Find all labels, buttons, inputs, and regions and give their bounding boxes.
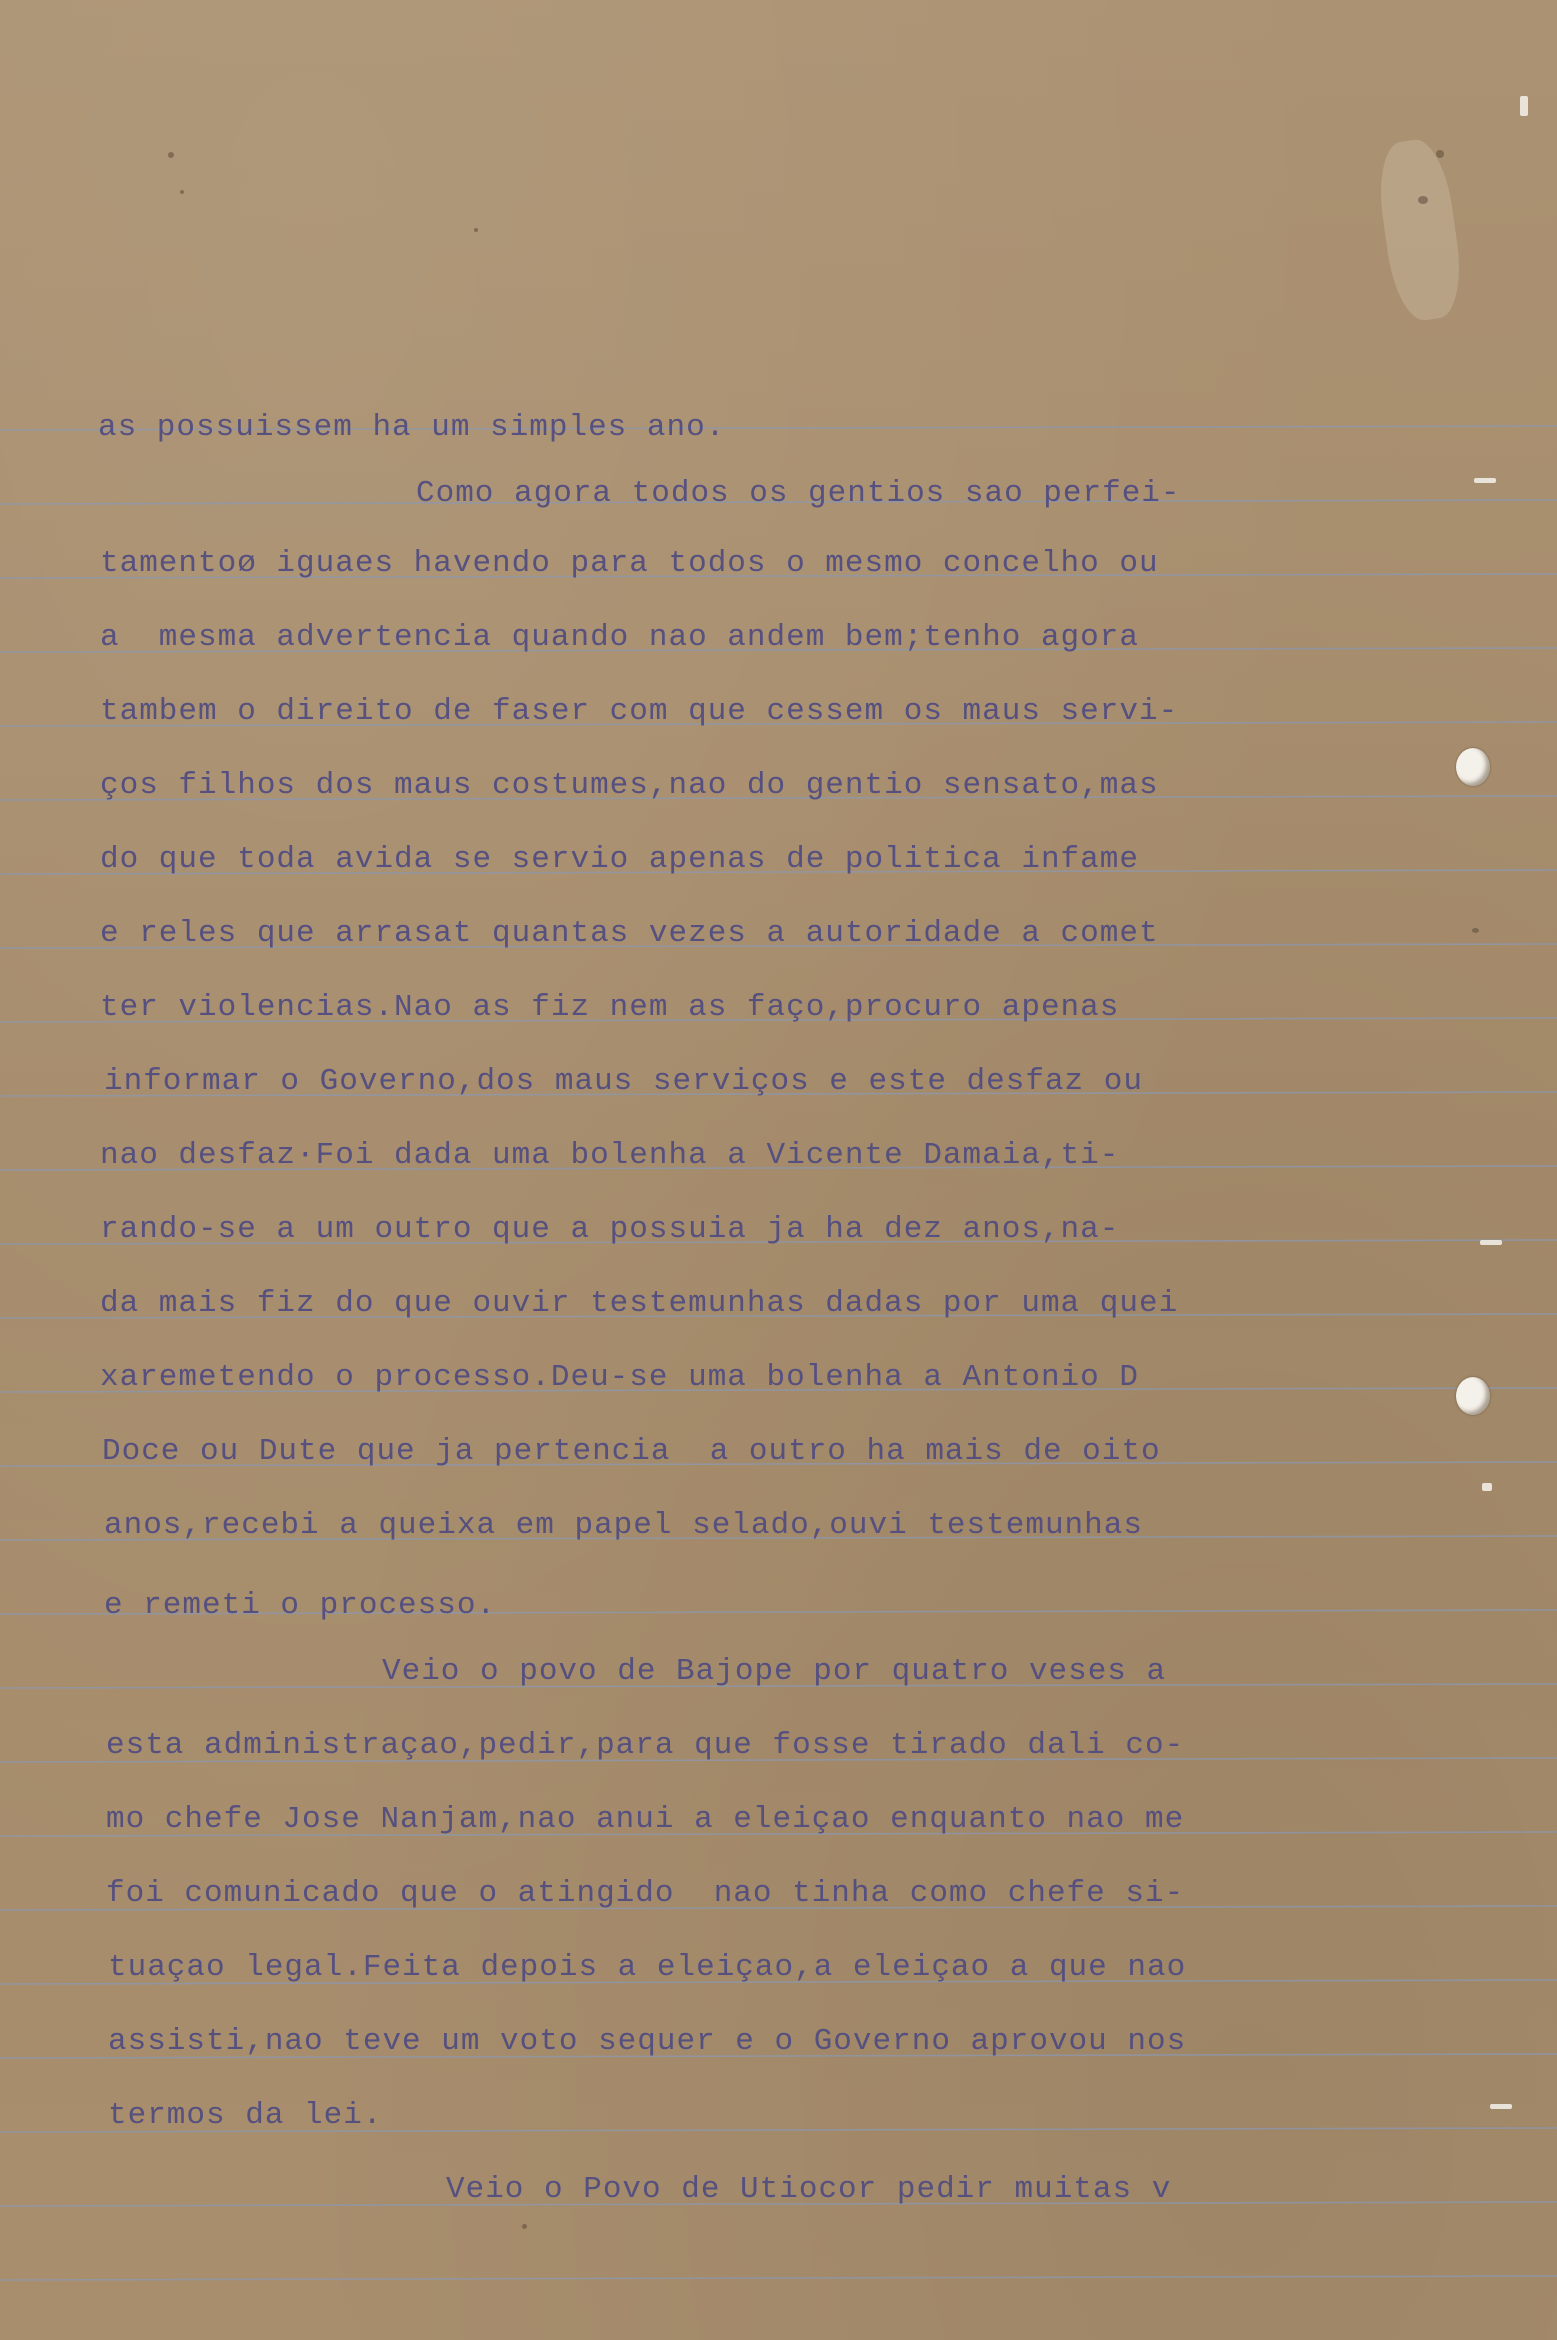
edge-mark bbox=[1490, 2104, 1512, 2109]
text-line: tambem o direito de faser com que cessem os maus servi- bbox=[100, 694, 1179, 729]
text-line: assisti,nao teve um voto sequer e o Governo aprovou nos bbox=[108, 2024, 1187, 2059]
paper-speck bbox=[168, 152, 174, 158]
text-line: Veio o povo de Bajope por quatro veses a bbox=[382, 1654, 1167, 1689]
text-line: a mesma advertencia quando nao andem bem;tenho agora bbox=[100, 620, 1139, 655]
paper-speck bbox=[522, 2224, 527, 2229]
text-line: do que toda avida se servio apenas de politica infame bbox=[100, 842, 1139, 877]
paper-speck bbox=[474, 228, 478, 232]
text-line: Doce ou Dute que ja pertencia a outro ha mais de oito bbox=[102, 1434, 1161, 1469]
text-line: nao desfaz·Foi dada uma bolenha a Vicente Damaia,ti- bbox=[100, 1138, 1120, 1173]
edge-mark bbox=[1480, 1240, 1502, 1245]
punch-hole-top bbox=[1456, 748, 1490, 786]
punch-hole-bottom bbox=[1456, 1377, 1490, 1415]
paper-speck bbox=[180, 190, 184, 194]
text-line: foi comunicado que o atingido nao tinha como chefe si- bbox=[106, 1876, 1185, 1911]
text-line: e remeti o processo. bbox=[104, 1588, 497, 1623]
text-line: informar o Governo,dos maus serviços e este desfaz ou bbox=[104, 1064, 1143, 1099]
text-line: tuaçao legal.Feita depois a eleiçao,a eleiçao a que nao bbox=[108, 1950, 1187, 1985]
text-line: termos da lei. bbox=[108, 2098, 383, 2133]
text-line: e reles que arrasat quantas vezes a autoridade a comet bbox=[100, 916, 1159, 951]
text-line: tamentoø iguaes havendo para todos o mesmo concelho ou bbox=[100, 546, 1159, 581]
ruled-line bbox=[0, 2276, 1557, 2280]
text-line: ços filhos dos maus costumes,nao do gentio sensato,mas bbox=[100, 768, 1159, 803]
edge-mark bbox=[1474, 478, 1496, 483]
text-line: anos,recebi a queixa em papel selado,ouvi testemunhas bbox=[104, 1508, 1143, 1543]
text-line: da mais fiz do que ouvir testemunhas dadas por uma quei bbox=[100, 1286, 1179, 1321]
edge-mark bbox=[1520, 96, 1528, 116]
text-line: rando-se a um outro que a possuia ja ha dez anos,na- bbox=[100, 1212, 1120, 1247]
text-line: esta administraçao,pedir,para que fosse tirado dali co- bbox=[106, 1728, 1185, 1763]
text-line: Como agora todos os gentios sao perfei- bbox=[416, 476, 1181, 511]
paper-speck bbox=[1418, 196, 1428, 204]
edge-mark bbox=[1482, 1483, 1492, 1491]
paper-speck bbox=[1436, 150, 1444, 158]
text-line: Veio o Povo de Utiocor pedir muitas v bbox=[446, 2172, 1172, 2207]
text-line: xaremetendo o processo.Deu-se uma bolenha a Antonio D bbox=[100, 1360, 1139, 1395]
paper-speck bbox=[1472, 928, 1479, 933]
text-line: mo chefe Jose Nanjam,nao anui a eleiçao enquanto nao me bbox=[106, 1802, 1185, 1837]
text-line: ter violencias.Nao as fiz nem as faço,procuro apenas bbox=[100, 990, 1120, 1025]
text-line: as possuissem ha um simples ano. bbox=[98, 410, 726, 445]
